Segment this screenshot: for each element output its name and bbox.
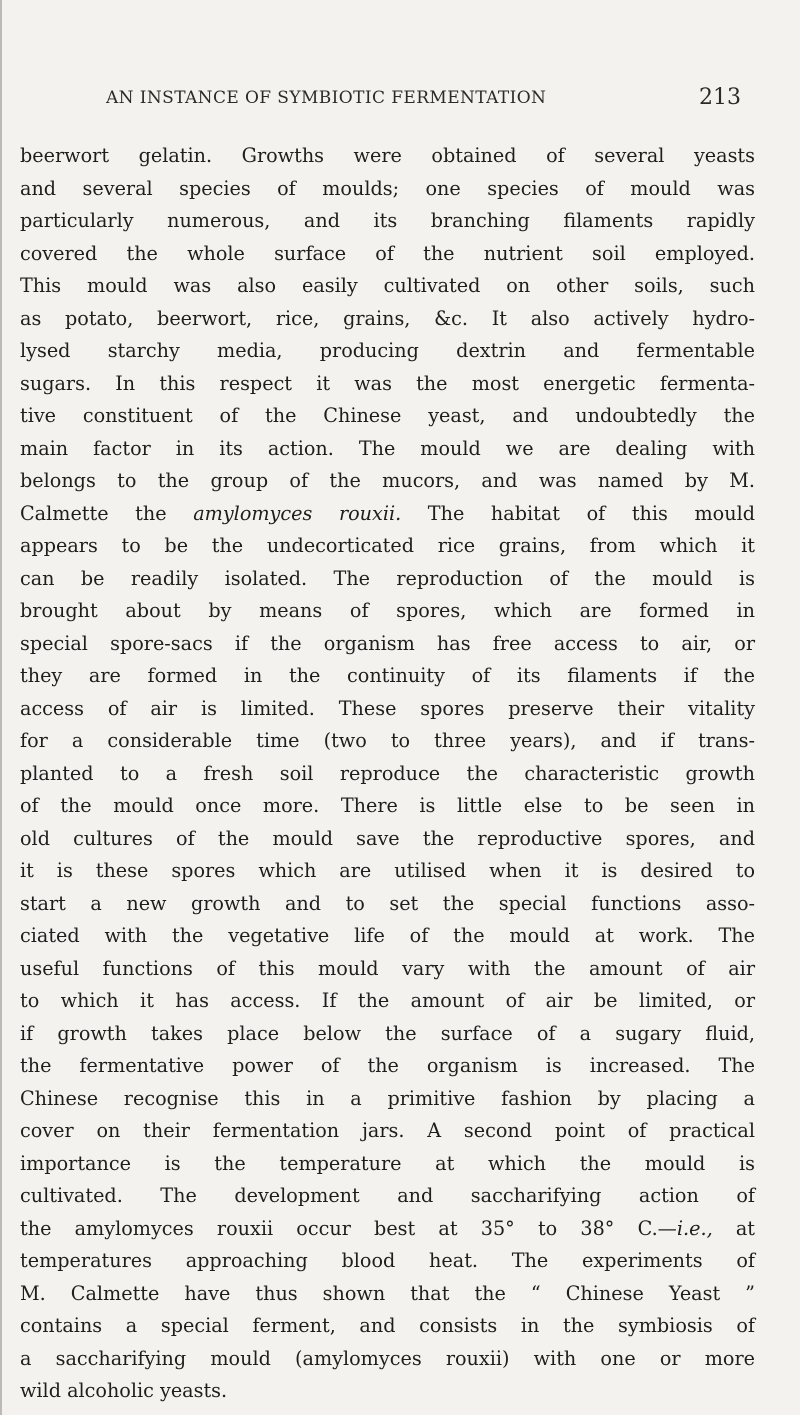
- text-line: [20, 498, 755, 531]
- text-line: sugars. In this respect it was the most energetic fermenta-: [20, 371, 755, 395]
- text-line: particularly numerous, and its branching filaments rapidly: [20, 209, 755, 232]
- text-line: covered the whole surface of the nutrient soil employed.: [20, 241, 755, 265]
- text-line: and several species of moulds; one species of mould was: [20, 176, 755, 200]
- text-line: contains a special ferment, and consists in the symbiosis of: [20, 1314, 755, 1337]
- running-title: AN INSTANCE OF SYMBIOTIC FERMENTATION: [106, 88, 547, 108]
- text-line: beerwort gelatin. Growths were obtained of several yeasts: [20, 144, 755, 167]
- text-line: cover on their fermentation jars. A second point of practical: [20, 1119, 755, 1142]
- text-line: the fermentative power of the organism is increased. The: [20, 1054, 755, 1077]
- text-line: start a new growth and to set the special functions asso-: [20, 891, 755, 915]
- text-line: brought about by means of spores, which are formed in: [20, 599, 755, 622]
- text-line: useful functions of this mould vary with the amount of air: [20, 956, 755, 980]
- body-paragraph: [20, 140, 755, 1408]
- text-line: appears to be the undecorticated rice grains, from which it: [20, 534, 755, 557]
- text-line: tive constituent of the Chinese yeast, and undoubtedly the: [20, 404, 755, 427]
- text-line: This mould was also easily cultivated on other soils, such: [20, 274, 755, 297]
- text-line: if growth takes place below the surface of a sugary fluid,: [20, 1021, 755, 1045]
- text-line: [20, 1213, 755, 1246]
- text-line: lysed starchy media, producing dextrin and fermentable: [20, 339, 755, 362]
- text-line: of the mould once more. There is little else to be seen in: [20, 794, 755, 817]
- text-line: importance is the temperature at which the mould is: [20, 1151, 755, 1175]
- text-line: for a considerable time (two to three years), and if trans-: [20, 729, 755, 752]
- text-line: special spore-sacs if the organism has free access to air, or: [20, 631, 755, 655]
- text-line: temperatures approaching blood heat. The experiments of: [20, 1249, 755, 1272]
- text-run: the amylomyces rouxii occur best at 35° to 38° C.—: [20, 1216, 677, 1240]
- text-line: wild alcoholic yeasts.: [20, 1379, 228, 1402]
- text-line: a saccharifying mould (amylomyces rouxii) with one or more: [20, 1346, 755, 1370]
- text-line: they are formed in the continuity of its filaments if the: [20, 664, 755, 687]
- text-run: at: [712, 1216, 756, 1240]
- text-line: to which it has access. If the amount of air be limited, or: [20, 989, 755, 1012]
- text-line: access of air is limited. These spores preserve their vitality: [20, 696, 755, 720]
- text-line: belongs to the group of the mucors, and was named by M.: [20, 469, 755, 492]
- text-line: cultivated. The development and saccharifying action of: [20, 1184, 755, 1207]
- text-line: old cultures of the mould save the reproductive spores, and: [20, 826, 755, 850]
- text-line: main factor in its action. The mould we are dealing with: [20, 436, 755, 460]
- italic-term: amylomyces rouxii.: [193, 501, 402, 525]
- text-line: M. Calmette have thus shown that the “ Chinese Yeast ”: [20, 1281, 755, 1305]
- text-line: planted to a fresh soil reproduce the characteristic growth: [20, 761, 755, 785]
- text-line: as potato, beerwort, rice, grains, &c. It also actively hydro-: [20, 306, 755, 330]
- text-line: can be readily isolated. The reproduction of the mould is: [20, 566, 755, 590]
- italic-term: i.e.,: [676, 1216, 713, 1240]
- text-line: Chinese recognise this in a primitive fashion by placing a: [20, 1086, 755, 1110]
- text-run: The habitat of this mould: [401, 501, 755, 525]
- page-number: 213: [699, 85, 741, 110]
- text-run: Calmette the: [20, 501, 194, 525]
- page-edge: [0, 0, 2, 1415]
- text-line: it is these spores which are utilised when it is desired to: [20, 859, 755, 882]
- text-line: ciated with the vegetative life of the mould at work. The: [20, 924, 755, 947]
- running-head: [106, 85, 741, 118]
